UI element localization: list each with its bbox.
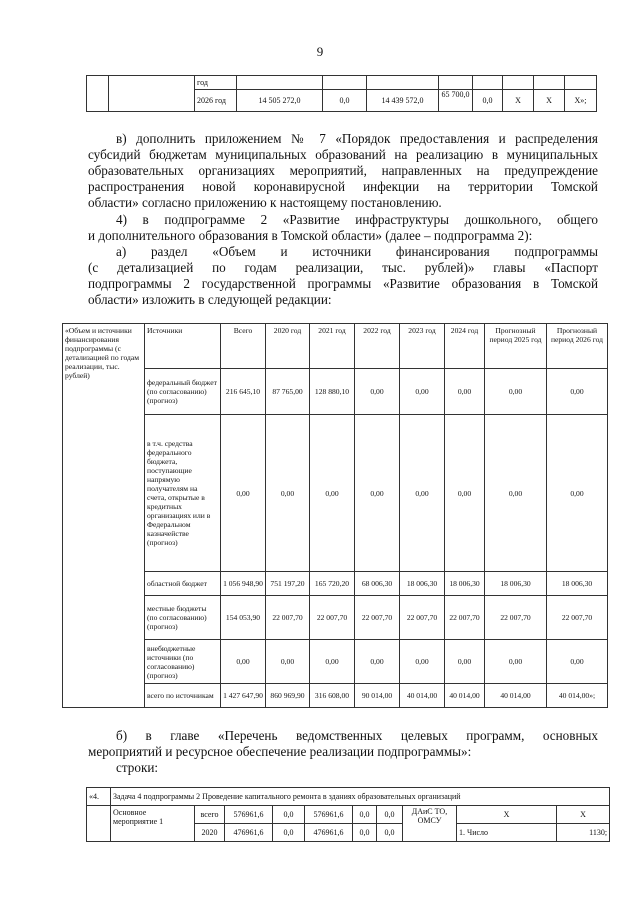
- source-cell: всего по источникам: [145, 684, 221, 708]
- value-cell: 14 505 272,0: [237, 90, 323, 112]
- value-cell: 0,00: [445, 415, 485, 572]
- period-cell: всего: [195, 806, 225, 824]
- paragraph-v-line: распространения новой коронавирусной инфекции на территории Томской: [88, 179, 598, 194]
- row-number: «4.: [87, 788, 111, 806]
- paragraph-b-line: мероприятий и ресурсное обеспечение реализации подпрограммы»:: [88, 744, 472, 759]
- paragraph-v-line: субсидий бюджетам муниципальных образований на реализацию в муниципальных: [88, 147, 598, 162]
- value-cell: 0,00: [485, 369, 547, 415]
- header-cell: 2020 год: [266, 324, 310, 369]
- bottom-fragment-table: [86, 787, 610, 842]
- value-cell: 18 006,30: [445, 572, 485, 596]
- value-cell: 1130;: [557, 824, 610, 842]
- value-cell: 0,00: [355, 415, 400, 572]
- value-cell: 0,00: [400, 640, 445, 684]
- value-cell: 22 007,70: [400, 596, 445, 640]
- table-row: [63, 415, 608, 572]
- value-cell: 14 439 572,0: [367, 90, 439, 112]
- executor-cell: ДАиС ТО, ОМСУ: [403, 806, 457, 842]
- value-cell: 154 053,90: [221, 596, 266, 640]
- value-cell: 18 006,30: [400, 572, 445, 596]
- header-cell: 2023 год: [400, 324, 445, 369]
- table-row: [63, 640, 608, 684]
- value-cell: 22 007,70: [547, 596, 608, 640]
- source-cell: федеральный бюджет (по согласованию) (прогноз): [145, 369, 221, 415]
- table-row: [63, 684, 608, 708]
- value-cell: 40 014,00: [400, 684, 445, 708]
- header-row: [63, 324, 608, 369]
- source-cell: местные бюджеты (по согласованию) (прогноз): [145, 596, 221, 640]
- paragraph-a-line: (с детализацией по годам реализации, тыс. рублей)» главы «Паспорт: [88, 260, 598, 275]
- task-title: Задача 4 подпрограммы 2 Проведение капитального ремонта в зданиях образовательных организаций: [111, 788, 610, 806]
- header-cell: Источники: [145, 324, 221, 369]
- source-cell: внебюджетные источники (по согласованию) (прогноз): [145, 640, 221, 684]
- value-cell: Х: [557, 806, 610, 824]
- value-cell: 22 007,70: [355, 596, 400, 640]
- value-cell: 18 006,30: [485, 572, 547, 596]
- paragraph-4-line: и дополнительного образования в Томской области» (далее – подпрограмма 2):: [88, 228, 533, 243]
- value-cell: 576961,6: [225, 806, 273, 824]
- table-row: [87, 788, 610, 806]
- value-cell: 0,0: [353, 824, 377, 842]
- value-cell: Х: [457, 806, 557, 824]
- header-cell: 2024 год: [445, 324, 485, 369]
- table-row: [63, 572, 608, 596]
- value-cell: 0,00: [400, 415, 445, 572]
- value-cell: 0,00: [547, 640, 608, 684]
- value-cell: Х»;: [565, 90, 597, 112]
- value-cell: 18 006,30: [547, 572, 608, 596]
- source-cell: областной бюджет: [145, 572, 221, 596]
- header-cell: Прогнозный период 2026 год: [547, 324, 608, 369]
- paragraph-rows: строки:: [116, 760, 159, 775]
- year-cell: 2026 год: [195, 90, 237, 112]
- value-cell: 0,00: [221, 415, 266, 572]
- value-cell: 0,0: [323, 90, 367, 112]
- value-cell: 576961,6: [305, 806, 353, 824]
- value-cell: 0,0: [377, 806, 403, 824]
- value-cell: 0,0: [377, 824, 403, 842]
- value-cell: 40 014,00: [485, 684, 547, 708]
- value-cell: 316 608,00: [310, 684, 355, 708]
- value-cell: 0,00: [445, 369, 485, 415]
- value-cell: 476961,6: [225, 824, 273, 842]
- value-cell: 1 427 647,90: [221, 684, 266, 708]
- value-cell: 0,00: [310, 640, 355, 684]
- paragraph-4-line: 4) в подпрограмме 2 «Развитие инфраструктуры дошкольного, общего: [116, 212, 598, 227]
- value-cell: 0,00: [445, 640, 485, 684]
- value-cell: 22 007,70: [310, 596, 355, 640]
- value-cell: 68 006,30: [355, 572, 400, 596]
- value-cell: 476961,6: [305, 824, 353, 842]
- value-cell: Х: [534, 90, 565, 112]
- table-row: [63, 369, 608, 415]
- value-cell: 128 880,10: [310, 369, 355, 415]
- value-cell: 22 007,70: [445, 596, 485, 640]
- value-cell: 751 197,20: [266, 572, 310, 596]
- financing-table: [62, 323, 608, 708]
- event-cell: Основное мероприятие 1: [111, 806, 195, 842]
- period-cell: 2020: [195, 824, 225, 842]
- table-row: [63, 596, 608, 640]
- value-cell: 0,00: [547, 369, 608, 415]
- paragraph-v-line: образовательных организациях мероприятий, направленных на предупреждение: [88, 163, 598, 178]
- value-cell: 860 969,90: [266, 684, 310, 708]
- value-cell: 40 014,00: [445, 684, 485, 708]
- value-cell: 0,00: [485, 640, 547, 684]
- value-cell: 216 645,10: [221, 369, 266, 415]
- value-cell: 40 014,00»;: [547, 684, 608, 708]
- value-cell: 0,0: [273, 806, 305, 824]
- value-cell: Х: [503, 90, 534, 112]
- value-cell: 22 007,70: [485, 596, 547, 640]
- value-cell: 87 765,00: [266, 369, 310, 415]
- year-cell: год: [195, 76, 237, 90]
- value-cell: 165 720,20: [310, 572, 355, 596]
- paragraph-a-line: подпрограммы 2 государственной программы «Развитие образования в Томской: [88, 276, 598, 291]
- value-cell: 90 014,00: [355, 684, 400, 708]
- paragraph-b-line: б) в главе «Перечень ведомственных целевых программ, основных: [116, 728, 598, 743]
- paragraph-v-line: области» согласно приложению к настоящему постановлению.: [88, 195, 442, 210]
- indicator-cell: 1. Число: [457, 824, 557, 842]
- top-fragment-table: [86, 75, 597, 112]
- paragraph-a-line: области» изложить в следующей редакции:: [88, 292, 332, 307]
- value-cell: 0,00: [485, 415, 547, 572]
- value-cell: 22 007,70: [266, 596, 310, 640]
- value-cell: 0,00: [355, 640, 400, 684]
- value-cell: 0,0: [273, 824, 305, 842]
- value-cell: 0,00: [310, 415, 355, 572]
- value-cell: 0,00: [547, 415, 608, 572]
- header-cell: 2021 год: [310, 324, 355, 369]
- value-cell: 0,0: [353, 806, 377, 824]
- value-cell: 65 700,0: [439, 90, 473, 112]
- value-cell: 0,00: [266, 640, 310, 684]
- row-label-cell: «Объем и источники финансирования подпрограммы (с детализацией по годам реализации, тыс. рублей): [63, 324, 145, 708]
- paragraph-a-line: а) раздел «Объем и источники финансирования подпрограммы: [116, 244, 598, 259]
- value-cell: 0,00: [221, 640, 266, 684]
- source-cell: в т.ч. средства федерального бюджета, поступающие напрямую получателям на счета, открытые в кредитных организациях или в Федеральном казначействе (прогноз): [145, 415, 221, 572]
- header-cell: Прогнозный период 2025 год: [485, 324, 547, 369]
- value-cell: 1 056 948,90: [221, 572, 266, 596]
- table-row: [87, 806, 610, 824]
- value-cell: 0,00: [355, 369, 400, 415]
- table-row: [87, 76, 597, 90]
- header-cell: Всего: [221, 324, 266, 369]
- value-cell: 0,00: [266, 415, 310, 572]
- paragraph-v-line: в) дополнить приложением № 7 «Порядок предоставления и распределения: [116, 131, 598, 146]
- header-cell: 2022 год: [355, 324, 400, 369]
- value-cell: 0,0: [473, 90, 503, 112]
- value-cell: 0,00: [400, 369, 445, 415]
- page-number: 9: [316, 44, 324, 59]
